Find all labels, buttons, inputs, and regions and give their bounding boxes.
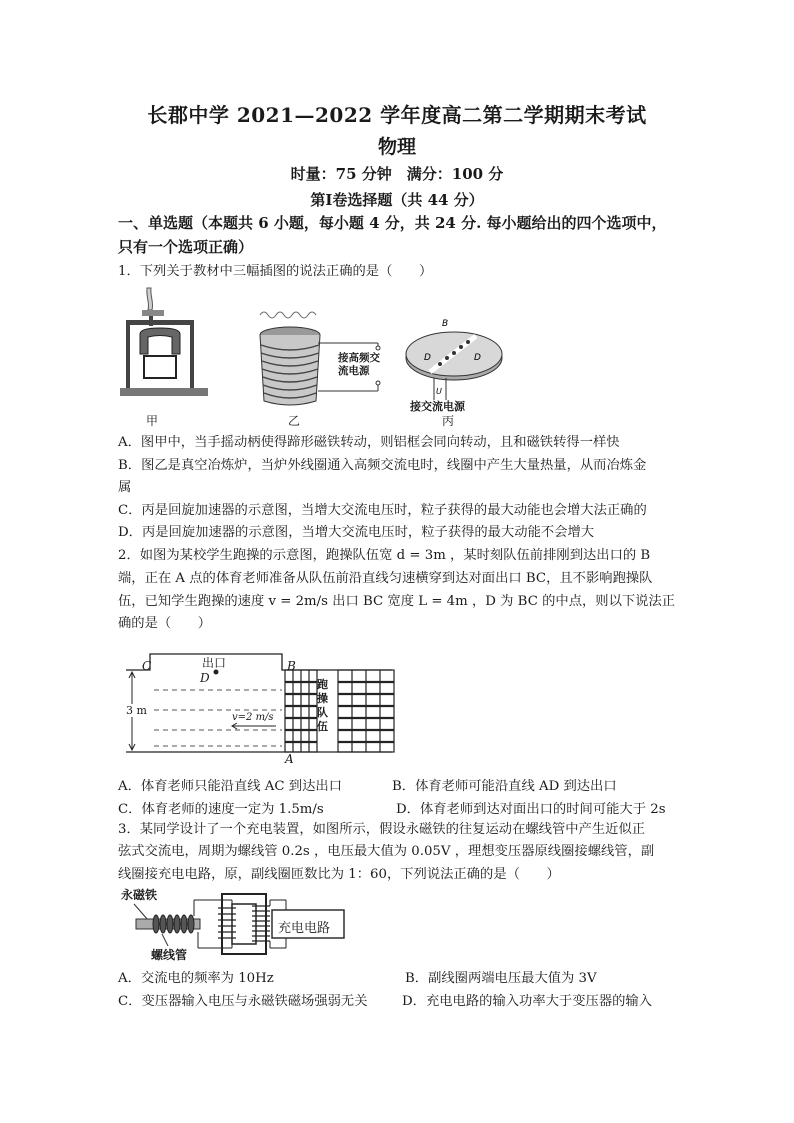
q1-figure-yi: [238, 303, 408, 413]
q3-option-a: A．交流电的频率为 10Hz: [118, 971, 274, 986]
q2-figure: [122, 648, 412, 768]
q1-fig3-caption: 接交流电源: [410, 400, 465, 413]
svg-text:U: U: [436, 387, 442, 396]
svg-text:B: B: [442, 319, 449, 329]
q2-fig-speed-label: v=2 m/s: [232, 712, 274, 723]
time-info: 时量：75 分钟 满分：100 分: [290, 165, 504, 183]
q2-option-b: B．体育老师可能沿直线 AD 到达出口: [392, 779, 617, 794]
q1-fig-label-bing: 丙: [442, 414, 455, 428]
q2-option-a: A．体育老师只能沿直线 AC 到达出口: [118, 779, 342, 794]
q3-option-d: D．充电电路的输入功率大于变压器的输入: [402, 994, 653, 1009]
q2-option-d: D．体育老师到达对面出口的时间可能大于 2s: [396, 802, 666, 817]
q3-option-c: C．变压器输入电压与永磁铁磁场强弱无关: [118, 994, 368, 1009]
q3-fig-magnet-label: 永磁铁: [121, 888, 158, 902]
q2-fig-exit-label: 出口: [202, 656, 227, 670]
volume-title: 第Ⅰ卷选择题（共 44 分）: [310, 191, 484, 209]
q1-stem: 1．下列关于教材中三幅插图的说法正确的是（ ）: [118, 264, 433, 279]
q2-stem-4: 确的是（ ）: [118, 616, 212, 631]
q2-fig-point-d: D: [200, 671, 210, 685]
q1-figure-bing: [404, 318, 504, 410]
svg-text:D: D: [424, 353, 431, 363]
q3-stem-3: 线圈接充电电路，原，副线圈匝数比为 1：60，下列说法正确的是（ ）: [118, 867, 560, 882]
q1-fig-label-yi: 乙: [288, 414, 301, 428]
q1-fig2-caption-line2: 流电源: [338, 365, 370, 377]
q2-stem-2: 端，正在 A 点的体育老师准备从队伍前沿直线匀速横穿到达对面出口 BC，且不影响跑操队: [118, 571, 653, 586]
q1-option-a: A．图甲中，当手摇动柄使得蹄形磁铁转动，则铝框会同向转动，且和磁铁转得一样快: [118, 435, 620, 450]
q1-fig2-caption-line1: 接高频交: [338, 352, 380, 364]
q2-fig-team-label: 跑操队伍: [317, 678, 328, 733]
q1-figure-jia: [120, 284, 210, 410]
q3-fig-coil-label: 螺线管: [151, 948, 188, 962]
q1-option-b: B．图乙是真空冶炼炉，当炉外线圈通入高频交流电时，线圈中产生大量热量，从而冶炼金: [118, 458, 647, 473]
q1-option-c: C．丙是回旋加速器的示意图，当增大交流电压时，粒子获得的最大动能也会增大法正确的: [118, 503, 647, 518]
exam-title: 长郡中学 2021—2022 学年度高二第二学期期末考试: [147, 103, 647, 127]
q2-fig-point-b: B: [287, 659, 296, 673]
q3-fig-circuit-label: 充电电路: [278, 921, 331, 936]
q3-option-b: B．副线圈两端电压最大值为 3V: [405, 971, 597, 986]
q1-fig-label-jia: 甲: [146, 414, 159, 428]
subject-title: 物理: [377, 136, 416, 158]
section-heading: 一、单选题（本题共 6 小题，每小题 4 分，共 24 分. 每小题给出的四个选项中，: [118, 214, 667, 232]
q2-fig-width-label: 3 m: [126, 704, 147, 717]
section-heading-cont: 只有一个选项正确）: [118, 238, 254, 256]
q1-option-b-cont: 属: [118, 480, 132, 495]
q2-option-c: C．体育老师的速度一定为 1.5m/s: [118, 802, 324, 817]
q2-fig-point-c: C: [142, 659, 152, 673]
q3-stem-1: 3．某同学设计了一个充电装置，如图所示，假设永磁铁的往复运动在螺线管中产生近似正: [118, 822, 646, 837]
q1-option-d: D．丙是回旋加速器的示意图，当增大交流电压时，粒子获得的最大动能不会增大: [118, 525, 595, 540]
q3-stem-2: 弦式交流电，周期为螺线管 0.2s ，电压最大值为 0.05V ，理想变压器原线圈接螺线管，副: [118, 844, 655, 859]
q2-fig-point-a: A: [285, 752, 294, 766]
q2-stem-3: 伍，已知学生跑操的速度 v = 2m/s 出口 BC 宽度 L = 4m ，D 为 BC 的中点，则以下说法正: [118, 594, 676, 609]
q2-stem-1: 2．如图为某校学生跑操的示意图，跑操队伍宽 d = 3m ，某时刻队伍前排刚到达出口的 B: [118, 548, 651, 563]
q1-fig2-caption: [338, 352, 380, 378]
svg-text:D: D: [474, 353, 481, 363]
